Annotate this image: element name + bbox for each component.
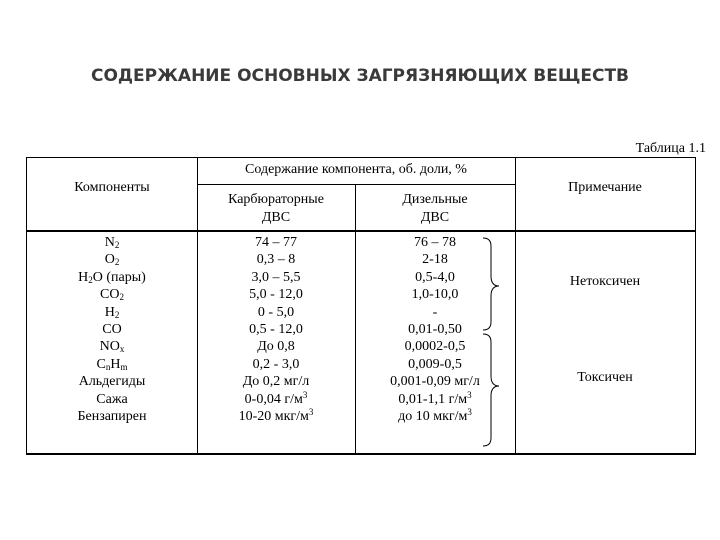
carb-value: До 0,8: [257, 339, 295, 355]
diesel-value: 0,001-0,09 мг/л: [390, 374, 480, 390]
component-co2: $CO_2$: [100, 287, 124, 303]
carb-value: 3,0 – 5,5: [251, 269, 301, 285]
diesel-value: 0,009-0,5: [408, 356, 462, 372]
component-h2o: $H_2O$ (пары): [78, 269, 146, 285]
note-toxic: Токсичен: [577, 370, 633, 385]
carb-value: 5,0 - 12,0: [249, 287, 303, 303]
diesel-value: 0,0002-0,5: [404, 339, 466, 355]
diesel-value: 0,01-0,50: [408, 322, 462, 338]
note-non-toxic: Нетоксичен: [569, 274, 641, 289]
carb-value: 10-20 мкг/$м^3$: [238, 407, 314, 425]
carb-value: 0-0,04 $г/м^3$: [244, 389, 308, 407]
carb-value: 0,2 - 3,0: [252, 356, 300, 372]
component-n2: $N_2$: [104, 235, 120, 250]
header-components: Компоненты: [74, 180, 150, 195]
diesel-value: 0,5-4,0: [415, 269, 455, 285]
group-braces: [481, 234, 511, 450]
carb-value: 0,5 - 12,0: [249, 322, 303, 338]
carb-column: [197, 234, 355, 425]
brace-non-toxic: [483, 238, 499, 330]
diesel-value: 0,01-1,1 $г/м^3$: [398, 389, 472, 407]
header-diesel-line2: ДВС: [420, 210, 450, 225]
component-soot: Сажа: [96, 391, 128, 407]
header-note: Примечание: [568, 180, 642, 195]
components-column: [27, 234, 197, 425]
slide-title: СОДЕРЖАНИЕ ОСНОВНЫХ ЗАГРЯЗНЯЮЩИХ ВЕЩЕСТВ: [90, 66, 630, 86]
component-o2: $O_2$: [104, 252, 120, 268]
component-cnhm: $C_nH_m$: [96, 356, 128, 372]
component-benzopyrene: Бензапирен: [77, 409, 147, 425]
header-carb-line1: Карбюраторные: [228, 192, 324, 207]
brace-toxic: [483, 334, 499, 446]
emissions-table: [26, 157, 696, 455]
diesel-value: до 10 мкг/$м^3$: [398, 407, 472, 425]
column-divider-3: [515, 158, 516, 454]
header-content-group: Содержание компонента, об. доли, %: [245, 162, 467, 177]
component-aldehydes: Альдегиды: [78, 374, 146, 390]
component-h2: $H_2$: [104, 304, 120, 320]
carb-value: До 0,2 мг/л: [242, 374, 310, 390]
carb-value: 74 – 77: [255, 235, 297, 250]
header-diesel-line1: Дизельные: [402, 192, 468, 207]
header-carb-line2: ДВС: [261, 210, 291, 225]
header-subdivider: [197, 184, 515, 185]
component-co: CO: [102, 322, 122, 338]
component-nox: $NO_x$: [99, 339, 125, 355]
carb-value: 0,3 – 8: [256, 252, 296, 268]
header-bottom-rule: [27, 230, 695, 232]
diesel-value: 1,0-10,0: [411, 287, 459, 303]
diesel-value: 76 – 78: [414, 235, 456, 250]
carb-value: 0 - 5,0: [257, 304, 295, 320]
diesel-value: 2-18: [422, 252, 448, 268]
table-caption: Таблица 1.1: [635, 141, 706, 156]
diesel-value: -: [432, 304, 438, 320]
